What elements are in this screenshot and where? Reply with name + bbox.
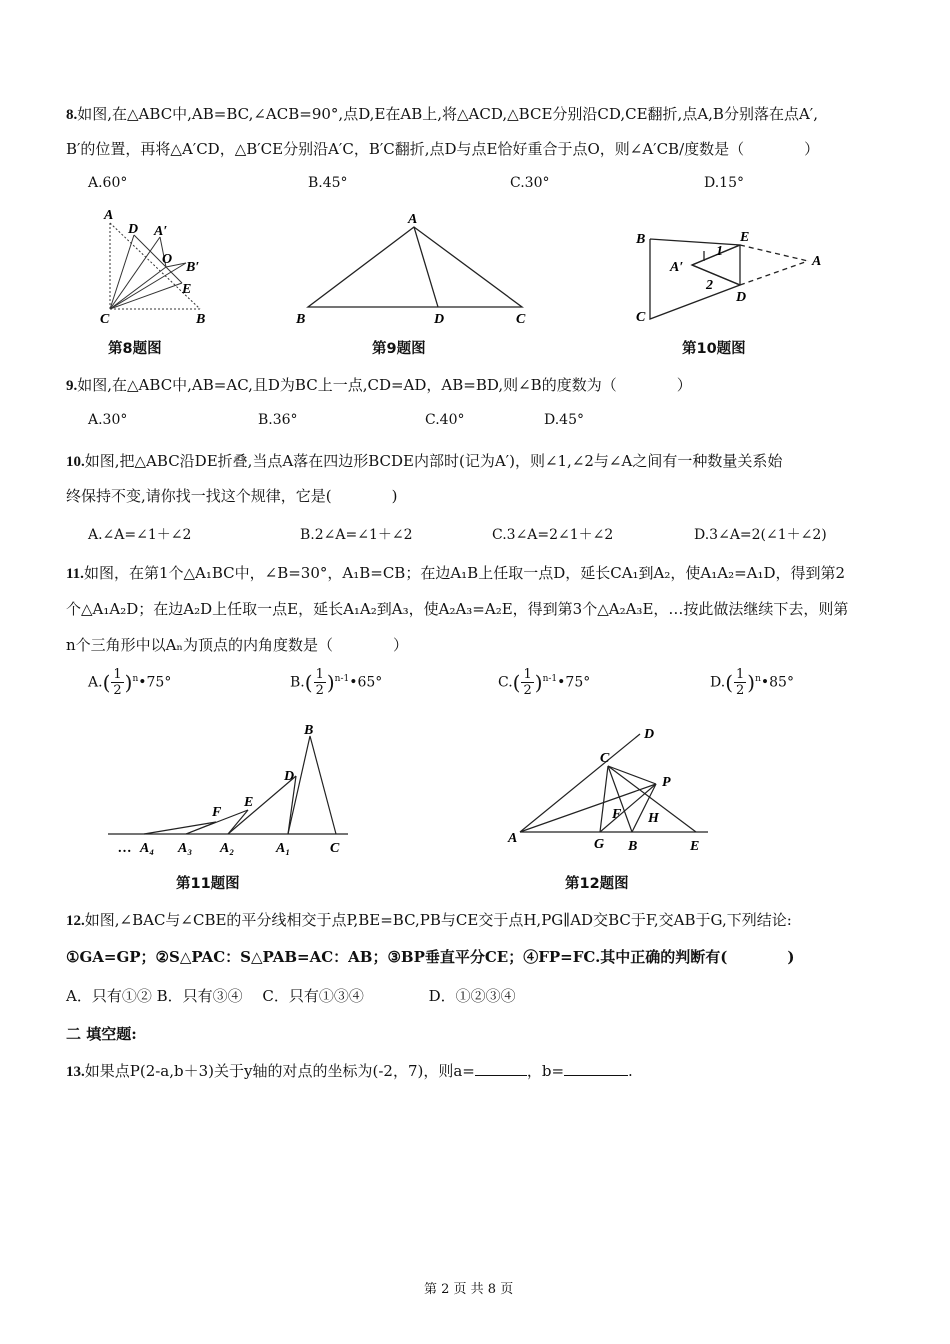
section-fill-in-title: 二 填空题: [66,1025,137,1043]
q12-line2: ①GA=GP；②S△PAC：S△PAB=AC：AB；③BP垂直平分CE；④FP=FC.其中正确的判断有( ) [66,948,795,966]
q12-number: 12. [66,913,85,929]
q13-text-b: ，b= [526,1062,565,1080]
q10-option-a: A.∠A=∠1＋∠2 [88,527,192,543]
q11-text-line1: 如图，在第1个△A₁BC中，∠B=30°，A₁B=CB；在边A₁B上任取一点D，延长CA₁到A₂，使A₁A₂=A₁D，得到第2 [83,564,846,582]
q12-options: A．只有①② B．只有③④ C．只有①③④ D．①②③④ [66,987,516,1005]
q11-option-b: B.( $\frac{1}{2}$ )$^{n-1}$•65° [290,667,383,698]
q9-option-b: B.36° [258,412,298,428]
fig12-label-g: G [594,837,605,852]
fig9-label-b: B [296,312,306,325]
q11-option-a-exp: n [132,673,139,684]
fig11-label-a3: A₃ [178,841,193,856]
q13-line [66,1060,633,1081]
fig10-label-a: A [812,254,822,269]
fig10-label-b: B [636,232,646,247]
fig12-label-h: H [648,811,659,826]
q11-option-d-label: D. [710,674,726,691]
q10-option-c: C.3∠A=2∠1＋∠2 [492,527,614,543]
q8-line1 [66,103,818,124]
fig9-label-d: D [434,312,445,325]
fig10-label-angle1: 1 [716,244,723,259]
fig10-caption: 第10题图 [682,341,746,357]
fig8-label-e: E [182,282,192,297]
fig8-label-a: A [104,208,114,223]
fig11-label-d: D [284,769,295,784]
fig11-label-e: E [244,795,254,810]
q10-line2: 终保持不变,请你找一找这个规律，它是( ) [66,487,398,505]
fig10-label-c: C [636,310,646,325]
fig11-caption: 第11题图 [176,876,240,892]
fig8-label-d: D [128,222,139,237]
fig12-label-f: F [612,807,622,822]
page-footer: 第 2 页 共 8 页 [424,1282,514,1297]
q9-line [66,374,692,395]
q10-option-b: B.2∠A=∠1＋∠2 [300,527,413,543]
fig11-label-a1: A₁ [276,841,291,856]
fig12-caption: 第12题图 [565,876,629,892]
q11-option-a-label: A. [88,674,103,691]
q12-line1 [66,909,792,930]
fig11-label-c: C [330,841,340,856]
q12-text-line1: 如图,∠BAC与∠CBE的平分线相交于点P,BE=BC,PB与CE交于点H,PG∥AD交BC于F,交AB于G,下列结论: [84,911,792,929]
q10-number: 10. [66,454,85,470]
q10-line1 [66,450,782,471]
q9-option-d: D.45° [544,412,584,428]
q9-text: 如图,在△ABC中,AB=AC,且D为BC上一点,CD=AD，AB=BD,则∠B的度数为（ ） [77,376,692,394]
q10-option-d: D.3∠A=2(∠1＋∠2) [694,527,827,543]
q13-text-c: . [628,1062,633,1080]
fig10-label-e: E [740,230,750,245]
q11-option-b-fraction: $\frac{1}{2}$ [315,667,324,698]
fig12-label-c: C [600,751,610,766]
fig8-caption: 第8题图 [108,341,162,357]
q11-option-c-fraction: $\frac{1}{2}$ [523,667,532,698]
fig8-label-o: O [162,252,173,267]
q13-blank-a[interactable] [475,1075,527,1076]
fig8-label-a-prime: A′ [154,224,168,239]
fig10-label-d: D [736,290,747,305]
q9-number: 9. [66,378,78,394]
q13-blank-b[interactable] [564,1075,628,1076]
fig8-label-c: C [100,312,110,325]
q8-option-c: C.30° [510,175,550,191]
fig12-label-a: A [508,831,518,846]
fig9-label-a: A [408,212,418,227]
q11-line1 [66,562,845,583]
q8-line2: B′的位置，再将△A′CD，△B′CE分别沿A′C，B′C翻折,点D与点E恰好重合于点O，则∠A′CB/度数是（ ） [66,140,820,158]
q11-option-a: A.( $\frac{1}{2}$ )$^n$•75° [88,667,172,698]
fig12-label-e: E [690,839,700,854]
q11-line2: 个△A₁A₂D；在边A₂D上任取一点E，延长A₁A₂到A₃，使A₂A₃=A₂E，得到第3个△A₂A₃E，…按此做法继续下去，则第 [66,600,849,618]
fig11-label-a4: A₄ [140,841,155,856]
q8-number: 8. [66,107,78,123]
fig11-label-b: B [304,723,314,738]
q11-option-b-label: B. [290,674,305,691]
fig12-label-b: B [628,839,638,854]
q11-line3: n个三角形中以Aₙ为顶点的内角度数是（ ） [66,636,408,654]
figure-11 [104,718,354,858]
fig12-label-p: P [662,775,671,790]
fig8-label-b: B [196,312,206,325]
fig9-label-c: C [516,312,526,325]
figure-12 [500,720,720,860]
q8-option-d: D.15° [704,175,744,191]
fig11-label-a2: A₂ [220,841,235,856]
q11-option-d: D.( $\frac{1}{2}$ )$^n$•85° [710,667,794,698]
fig9-caption: 第9题图 [372,341,426,357]
q13-number: 13. [66,1064,85,1080]
fig10-label-angle2: 2 [706,278,713,293]
q11-option-d-exp: n [755,673,761,684]
q11-option-c: C.( $\frac{1}{2}$ )$^{n-1}$•75° [498,667,591,698]
q11-number: 11. [66,566,84,582]
fig12-label-d: D [644,727,655,742]
q11-option-d-fraction: $\frac{1}{2}$ [736,667,745,698]
q8-text-line1: 如图,在△ABC中,AB=BC,∠ACB=90°,点D,E在AB上,将△ACD,△BCE分别沿CD,CE翻折,点A,B分别落在点A′, [77,105,818,123]
figure-10 [630,225,830,325]
q11-option-c-exp: n-1 [542,673,558,684]
figure-9 [290,205,530,325]
q10-text-line1: 如图,把△ABC沿DE折叠,当点A落在四边形BCDE内部时(记为A′)，则∠1,∠2与∠A之间有一种数量关系始 [84,452,783,470]
fig10-label-a-prime: A′ [670,260,684,275]
fig11-label-ellipsis: … [118,841,132,856]
q8-option-b: B.45° [308,175,348,191]
q11-option-a-fraction: $\frac{1}{2}$ [113,667,122,698]
fig11-label-f: F [212,805,222,820]
q11-option-c-label: C. [498,674,513,691]
q9-option-a: A.30° [88,412,128,428]
q9-option-c: C.40° [425,412,465,428]
q13-text-a: 如果点P(2-a,b＋3)关于y轴的对点的坐标为(-2，7)，则a= [84,1062,475,1080]
q8-option-a: A.60° [88,175,128,191]
figure-8 [96,205,216,325]
fig8-label-b-prime: B′ [186,260,200,275]
q11-option-b-exp: n-1 [334,673,350,684]
